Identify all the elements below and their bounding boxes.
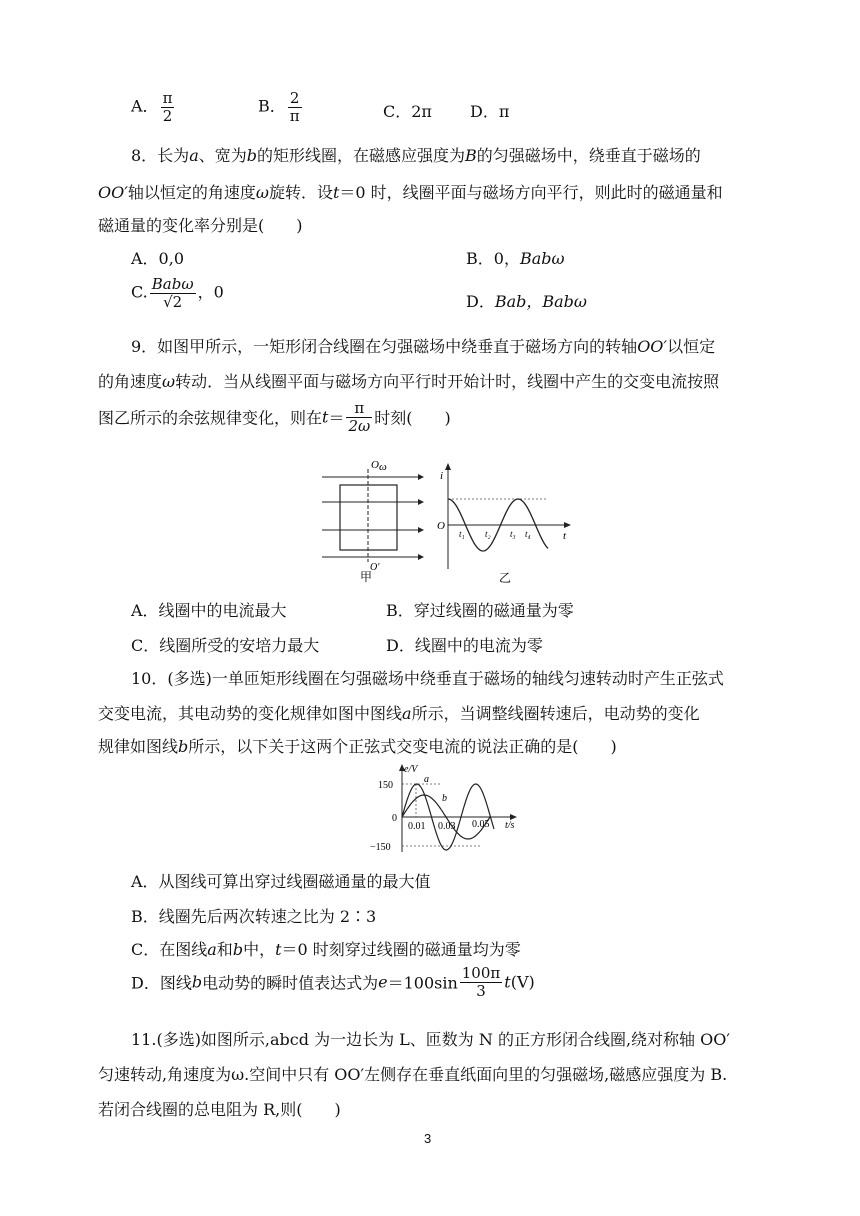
q9-option-d: D．线圈中的电流为零: [386, 636, 543, 655]
q9-yi-t2-label: t₂: [485, 529, 491, 539]
q10-option-d-fraction: $\frac{100\pi}{3}$: [461, 964, 501, 1000]
q11-line-2: 匀速转动,角速度为ω.空间中只有 OO′左侧存在垂直纸面向里的匀强磁场,磁感应强度为 B.: [98, 1065, 728, 1084]
q9-figure: [318, 457, 578, 587]
q8-option-c-fraction: $\frac{\text{Babω}}{√2}$: [151, 275, 194, 311]
q7-option-a-fraction: $\frac{\pi}{2}$: [162, 89, 173, 125]
q9-line-1: 9．如图甲所示，一矩形闭合线圈在匀强磁场中绕垂直于磁场方向的转轴OO′以恒定: [131, 337, 716, 356]
q9-yi-label: 乙: [499, 571, 512, 585]
q9-option-b: B．穿过线圈的磁通量为零: [386, 601, 574, 620]
q10-option-b: B．线圈先后两次转速之比为 2∶3: [131, 907, 377, 926]
q9-figure-yi: [437, 463, 571, 585]
q10-y-tick-neg150: −150: [370, 842, 391, 853]
q9-yi-t-label: t: [563, 530, 567, 542]
q10-y-axis-label: e/V: [404, 764, 418, 775]
q9-yi-O-label: O: [437, 520, 445, 532]
page-number: 3: [424, 1131, 432, 1146]
q7-option-a-label: A．: [131, 96, 159, 116]
q9-yi-t3-label: t₃: [510, 529, 516, 539]
q10-curve-a-label: a: [424, 774, 429, 785]
q11-line-1: 11.(多选)如图所示,abcd 为一边长为 L、匝数为 N 的正方形闭合线圈,绕对称轴 OO′: [131, 1030, 731, 1049]
q9-figure-jia: [322, 459, 424, 584]
q10-curve-b-label: b: [442, 793, 447, 804]
q10-x-tick-003: 0.03: [438, 821, 456, 832]
q9-line-2: 的角速度ω转动．当从线圈平面与磁场方向平行时开始计时，线圈中产生的交变电流按照: [98, 372, 720, 391]
q9-option-c: C．线圈所受的安培力最大: [131, 636, 320, 655]
q8-option-c: C. $\frac{\text{Babω}}{√2}$ ，0: [131, 275, 224, 311]
q10-option-d: D．图线b电动势的瞬时值表达式为e＝100sin $\frac{100\pi}{3}$ t(V): [131, 964, 535, 1000]
q10-x-axis-label: t/s: [505, 820, 515, 831]
q9-time-fraction: $\frac{\pi}{2\omega}$: [348, 399, 371, 435]
q9-line-3: 图乙所示的余弦规律变化，则在t＝ $\frac{\pi}{2\omega}$ 时刻( ): [98, 399, 451, 435]
q9-jia-O2-label: O′: [370, 562, 380, 573]
q10-x-tick-005: 0.05: [472, 819, 490, 830]
q9-jia-omega-label: ω: [379, 461, 387, 473]
q8-line-3: 磁通量的变化率分别是( ): [98, 216, 303, 235]
q8-line-1: 8．长为a、宽为b的矩形线圈，在磁感应强度为B的匀强磁场中，绕垂直于磁场的: [131, 146, 701, 165]
q11-line-3: 若闭合线圈的总电阻为 R,则( ): [98, 1100, 341, 1119]
q7-option-c: C．2π: [383, 102, 432, 121]
q8-line-2: OO′轴以恒定的角速度ω旋转．设t＝0 时，线圈平面与磁场方向平行，则此时的磁通量和: [98, 183, 723, 202]
q10-option-c: C．在图线a和b中，t＝0 时刻穿过线圈的磁通量均为零: [131, 940, 521, 959]
q10-x-tick-001: 0.01: [408, 821, 426, 832]
q9-yi-i-label: i: [440, 470, 444, 482]
q9-jia-label: 甲: [360, 570, 373, 584]
q8-option-d: D．Bab，Babω: [466, 292, 587, 311]
q10-figure: [370, 760, 530, 856]
q10-option-a: A．从图线可算出穿过线圈磁通量的最大值: [131, 872, 431, 891]
q7-option-b-fraction: $\frac{2}{\pi}$: [289, 89, 300, 125]
q9-yi-t4-label: t₄: [525, 529, 531, 539]
q7-option-b: [258, 90, 304, 124]
q10-y-tick-150: 150: [378, 780, 393, 791]
q10-y-tick-0: 0: [392, 813, 397, 824]
q8-option-a: A．0,0: [131, 249, 185, 268]
q10-line-1: 10．(多选)一单匝矩形线圈在匀强磁场中绕垂直于磁场的轴线匀速转动时产生正弦式: [131, 669, 724, 688]
q7-option-d: D．π: [470, 102, 510, 121]
q9-jia-O-label: O: [371, 459, 379, 471]
q7-option-b-label: B．: [258, 96, 286, 116]
q10-line-3: 规律如图线b所示，以下关于这两个正弦式交变电流的说法正确的是( ): [98, 737, 617, 756]
q9-option-a: A．线圈中的电流最大: [131, 601, 287, 620]
q9-yi-t1-label: t₁: [459, 529, 465, 539]
q8-option-b: B．0，Babω: [466, 249, 565, 268]
q10-line-2: 交变电流，其电动势的变化规律如图中图线a所示，当调整线圈转速后，电动势的变化: [98, 704, 700, 723]
q7-option-a: [131, 90, 176, 124]
